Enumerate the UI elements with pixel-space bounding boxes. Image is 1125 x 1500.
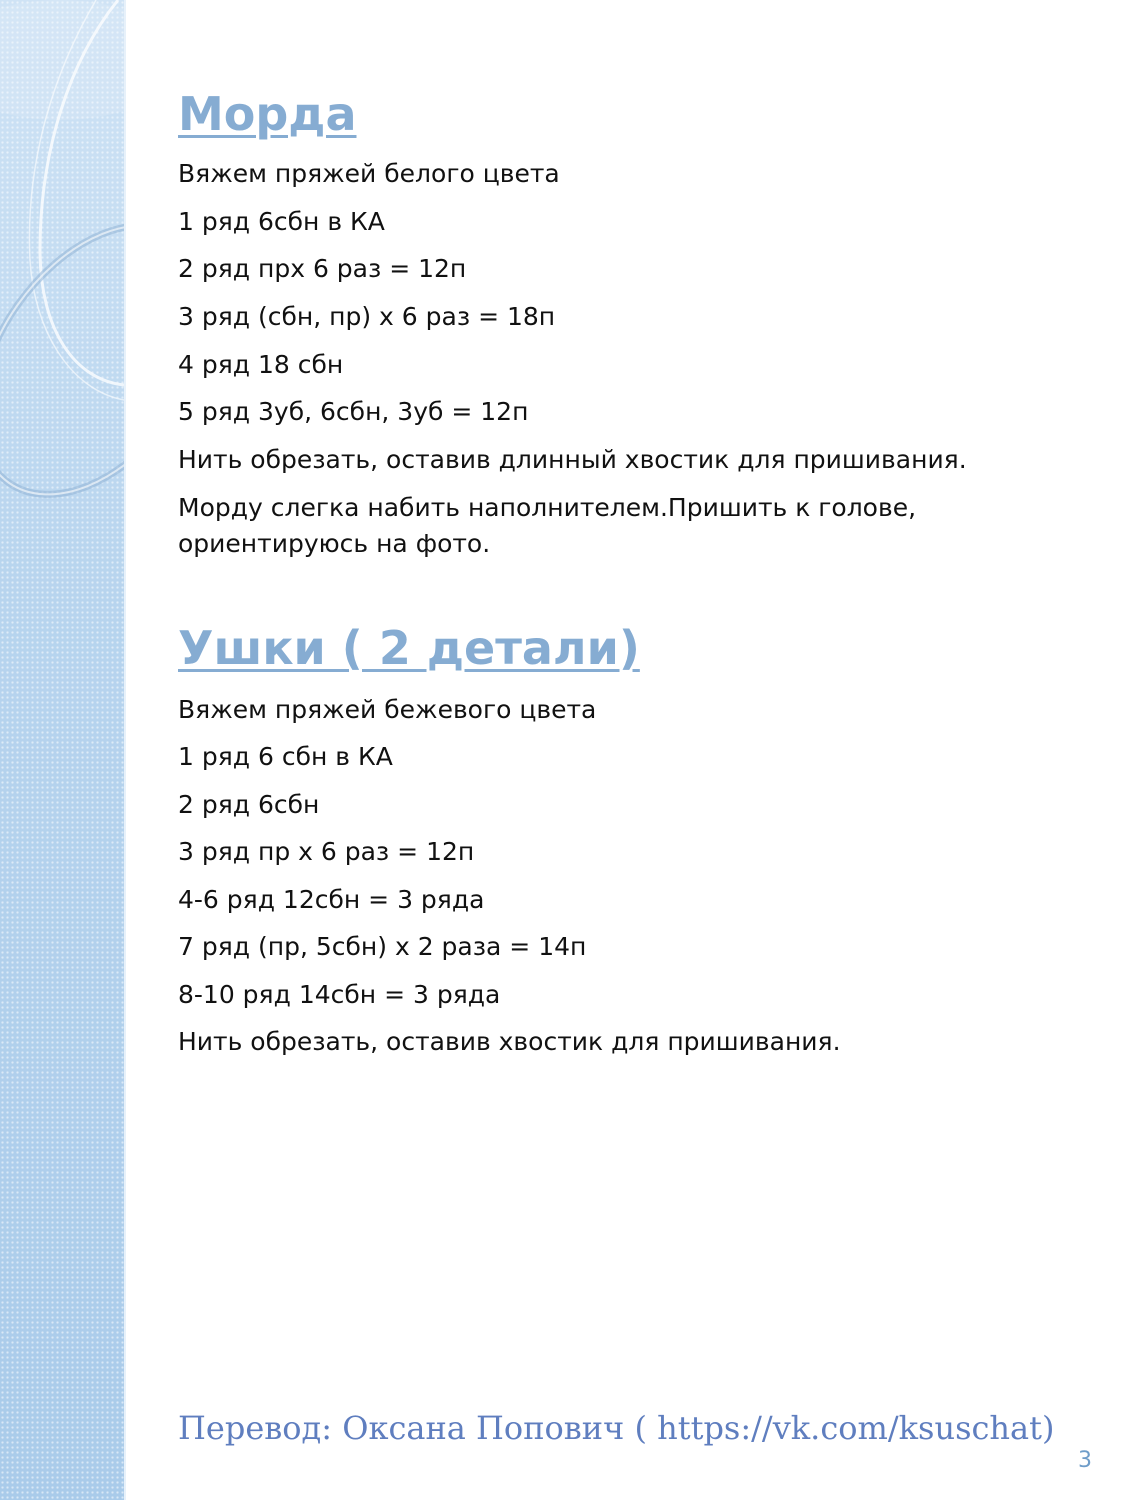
instruction-line: 4 ряд 18 сбн — [178, 350, 344, 379]
instruction-line: 4-6 ряд 12сбн = 3 ряда — [178, 885, 485, 914]
instruction-line: Вяжем пряжей белого цвета — [178, 159, 560, 188]
decorative-side-band — [0, 0, 126, 1500]
instruction-line: 8-10 ряд 14сбн = 3 ряда — [178, 980, 501, 1009]
section-heading-morda: Морда — [178, 87, 357, 141]
instruction-line: Вяжем пряжей бежевого цвета — [178, 695, 597, 724]
instruction-line: 3 ряд пр х 6 раз = 12п — [178, 837, 475, 866]
instruction-line: Нить обрезать, оставив длинный хвостик для пришивания. — [178, 445, 967, 474]
translation-credit: Перевод: Оксана Попович ( https://vk.com/ksuschat) — [178, 1409, 1055, 1447]
instruction-line: 2 ряд 6сбн — [178, 790, 320, 819]
page-number: 3 — [1078, 1448, 1092, 1473]
instruction-line: 1 ряд 6 сбн в КА — [178, 742, 393, 771]
decorative-swirl-graphic — [0, 0, 124, 1500]
instruction-paragraph: Морду слегка набить наполнителем.Пришить к голове, ориентируюсь на фото. — [178, 493, 917, 558]
instruction-line: 7 ряд (пр, 5сбн) х 2 раза = 14п — [178, 932, 587, 961]
instruction-line: 2 ряд прх 6 раз = 12п — [178, 254, 467, 283]
instruction-line: 3 ряд (сбн, пр) х 6 раз = 18п — [178, 302, 556, 331]
instruction-line: Нить обрезать, оставив хвостик для пришивания. — [178, 1027, 841, 1056]
section-heading-ushki: Ушки ( 2 детали) — [178, 621, 640, 675]
instruction-line: 5 ряд 3уб, 6сбн, 3уб = 12п — [178, 397, 529, 426]
instruction-line: 1 ряд 6сбн в КА — [178, 207, 385, 236]
